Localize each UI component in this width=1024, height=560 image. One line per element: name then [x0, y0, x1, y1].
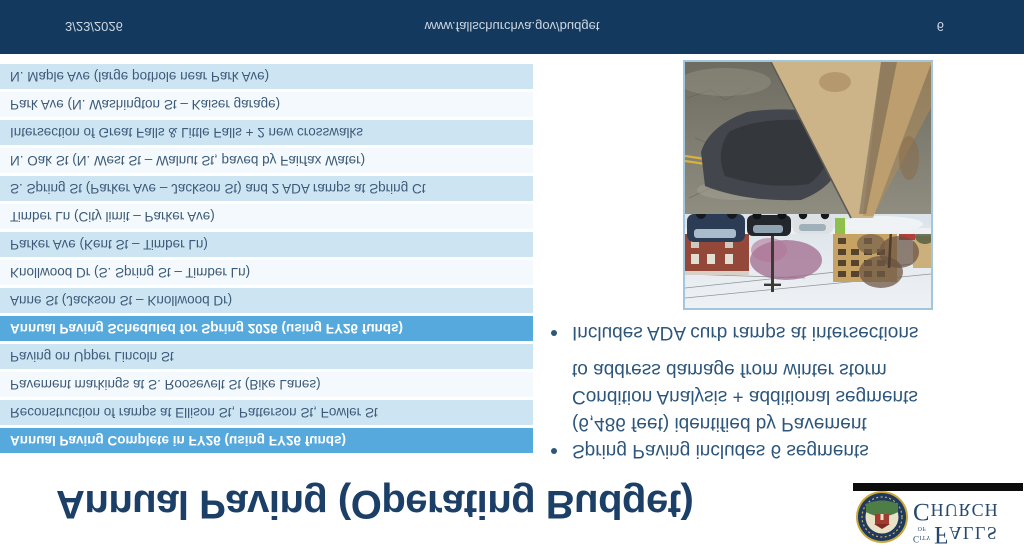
footer-date: 3/23/2026 [65, 19, 123, 35]
snow-mound [839, 216, 923, 232]
church-text: Church [913, 498, 999, 526]
bullet-list [545, 309, 1020, 464]
table-section-header: Annual Paving Complete in FY26 (using FY26 funds) [0, 428, 533, 453]
table-row: N. Oak St (N. West St – Walnut St, paved by Fairfax Water) [0, 148, 533, 173]
table-row: Timber Ln (City limit – Parker Ave) [0, 204, 533, 229]
table-row: Parker Ave (Kent St – Timber Ln) [0, 232, 533, 257]
table-row: Knollwood Dr (S. Spring St – Timber Ln) [0, 260, 533, 285]
city-seal-icon [855, 490, 909, 544]
bullet-line: Condition Analysis + additional segments [572, 386, 918, 407]
bullet-line: Includes ADA curb ramps at intersections [572, 322, 919, 343]
street-photo-art [685, 62, 931, 308]
city-of-small-text: City of [913, 525, 931, 545]
table-row: Paving on Upper Lincoln St [0, 344, 533, 369]
bullet-line: to address damage from winter storm [572, 359, 887, 380]
paving-table [0, 61, 533, 453]
bullet-dot-icon [551, 330, 557, 336]
table-row: Intersection of Great Falls & Little Falls + 2 new crosswalks [0, 120, 533, 145]
slide-footer [0, 0, 1024, 54]
table-row: Anne St (Jackson St – Knollwood Dr) [0, 288, 533, 313]
footer-url: www.fallschurchva.gov/budget [424, 19, 600, 35]
page-number: 6 [936, 19, 944, 35]
bullet-item [545, 356, 1020, 464]
street-photo [683, 60, 933, 310]
table-row: N. Maple Ave (large pothole near Park Ave) [0, 64, 533, 89]
table-row: S. Spring St (Parker Ave – Jackson St) and 2 ADA ramps at Spring Ct [0, 176, 533, 201]
table-section-header: Annual Paving Scheduled for Spring 2026 (using FY26 funds) [0, 316, 533, 341]
slide-title: Annual Paving (Operating Budget) [56, 482, 694, 526]
city-wordmark [913, 498, 999, 548]
city-logo [853, 480, 1023, 548]
table-row: Park Ave (N. Washington St – Kaiser garage) [0, 92, 533, 117]
bullet-item [545, 319, 1020, 346]
bullet-line: (6,486 feet) identified by Pavement [572, 413, 867, 434]
falls-text: Falls [934, 521, 998, 548]
table-row: Pavement markings at S. Roosevelt St (Bike Lanes) [0, 372, 533, 397]
bullet-dot-icon [551, 448, 557, 454]
logo-divider [853, 483, 1023, 491]
table-row: Reconstruction of ramps at Ellison St, Patterson St, Fowler St [0, 400, 533, 425]
bullet-line: Spring Paving includes 6 segments [572, 440, 869, 461]
